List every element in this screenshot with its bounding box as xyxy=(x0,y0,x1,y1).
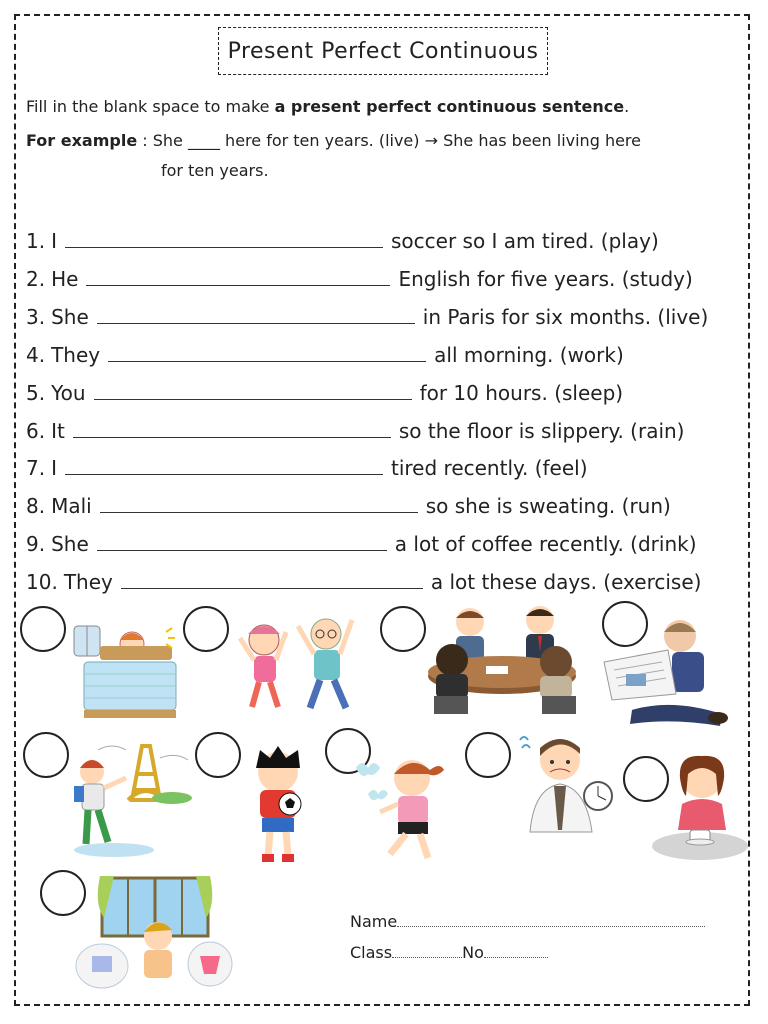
class-blank[interactable] xyxy=(392,943,462,958)
question-number: 5. xyxy=(26,381,46,405)
question-subject: You xyxy=(51,381,86,405)
question-subject: He xyxy=(51,267,79,291)
answer-circle[interactable] xyxy=(20,606,66,652)
question-number: 10. xyxy=(26,570,58,594)
question-text: a lot of coffee recently. (drink) xyxy=(394,532,697,556)
answer-blank[interactable] xyxy=(94,381,412,400)
question-subject: She xyxy=(51,532,89,556)
question-number: 9. xyxy=(26,532,46,556)
answer-blank[interactable] xyxy=(97,532,387,551)
question-line xyxy=(26,570,701,594)
question-text: soccer so I am tired. (play) xyxy=(391,229,659,253)
question-text: a lot these days. (exercise) xyxy=(430,570,702,594)
answer-blank[interactable] xyxy=(73,419,391,438)
answer-circle[interactable] xyxy=(183,606,229,652)
boy-soccer-ball-icon xyxy=(242,746,314,864)
class-no-field[interactable] xyxy=(350,943,548,962)
question-text: English for five years. (study) xyxy=(398,267,693,291)
answer-blank[interactable] xyxy=(65,229,383,248)
question-number: 4. xyxy=(26,343,46,367)
question-line xyxy=(26,494,671,518)
sleeping-girl-bed-icon xyxy=(70,622,180,727)
question-line xyxy=(26,419,685,443)
question-text: for 10 hours. (sleep) xyxy=(419,381,624,405)
example-text: She ____ here for ten years. (live) → She has been living here xyxy=(152,131,641,150)
question-text: so she is sweating. (run) xyxy=(425,494,671,518)
answer-blank[interactable] xyxy=(97,305,415,324)
tired-man-clock-icon xyxy=(514,734,618,834)
instruction-bold: a present perfect continuous sentence xyxy=(274,97,625,116)
question-subject: It xyxy=(51,419,65,443)
question-line xyxy=(26,267,693,291)
class-label: Class xyxy=(350,943,393,962)
example-line-1 xyxy=(26,131,641,150)
question-line xyxy=(26,305,708,329)
answer-blank[interactable] xyxy=(121,570,423,589)
question-number: 1. xyxy=(26,229,46,253)
answer-circle[interactable] xyxy=(465,732,511,778)
answer-blank[interactable] xyxy=(108,343,426,362)
question-line xyxy=(26,381,623,405)
name-blank[interactable] xyxy=(397,912,705,927)
instructions xyxy=(26,97,629,116)
question-subject: I xyxy=(51,456,57,480)
instruction-prefix: Fill in the blank space to make xyxy=(26,97,275,116)
answer-blank[interactable] xyxy=(86,267,390,286)
question-number: 6. xyxy=(26,419,46,443)
example-line-2: for ten years. xyxy=(161,161,269,180)
question-line xyxy=(26,229,659,253)
exercising-couple-icon xyxy=(234,612,374,712)
question-number: 7. xyxy=(26,456,46,480)
no-blank[interactable] xyxy=(484,943,548,958)
question-number: 2. xyxy=(26,267,46,291)
girl-running-sweating-icon xyxy=(350,748,450,864)
question-subject: She xyxy=(51,305,89,329)
question-subject: I xyxy=(51,229,57,253)
answer-circle[interactable] xyxy=(23,732,69,778)
question-line xyxy=(26,343,624,367)
page-title: Present Perfect Continuous xyxy=(218,27,548,75)
name-label: Name xyxy=(350,912,398,931)
question-text: all morning. (work) xyxy=(434,343,624,367)
boy-reading-newspaper-icon xyxy=(602,614,730,730)
question-subject: Mali xyxy=(51,494,92,518)
question-line xyxy=(26,532,697,556)
example-label: For example xyxy=(26,131,138,150)
question-text: so the floor is slippery. (rain) xyxy=(398,419,685,443)
answer-circle[interactable] xyxy=(380,606,426,652)
answer-circle[interactable] xyxy=(195,732,241,778)
business-meeting-icon xyxy=(422,600,582,718)
question-number: 8. xyxy=(26,494,46,518)
question-text: in Paris for six months. (live) xyxy=(422,305,709,329)
name-field[interactable] xyxy=(350,912,705,931)
question-number: 3. xyxy=(26,305,46,329)
rainy-window-laundry-icon xyxy=(74,874,234,996)
answer-blank[interactable] xyxy=(100,494,418,513)
answer-blank[interactable] xyxy=(65,456,383,475)
example-separator: : xyxy=(137,131,153,150)
question-text: tired recently. (feel) xyxy=(391,456,588,480)
woman-coffee-icon xyxy=(648,752,752,864)
no-label: No xyxy=(462,943,484,962)
question-line xyxy=(26,456,588,480)
question-subject: They xyxy=(63,570,113,594)
boy-eiffel-tower-icon xyxy=(68,734,196,860)
question-subject: They xyxy=(51,343,101,367)
instruction-suffix: . xyxy=(624,97,630,116)
